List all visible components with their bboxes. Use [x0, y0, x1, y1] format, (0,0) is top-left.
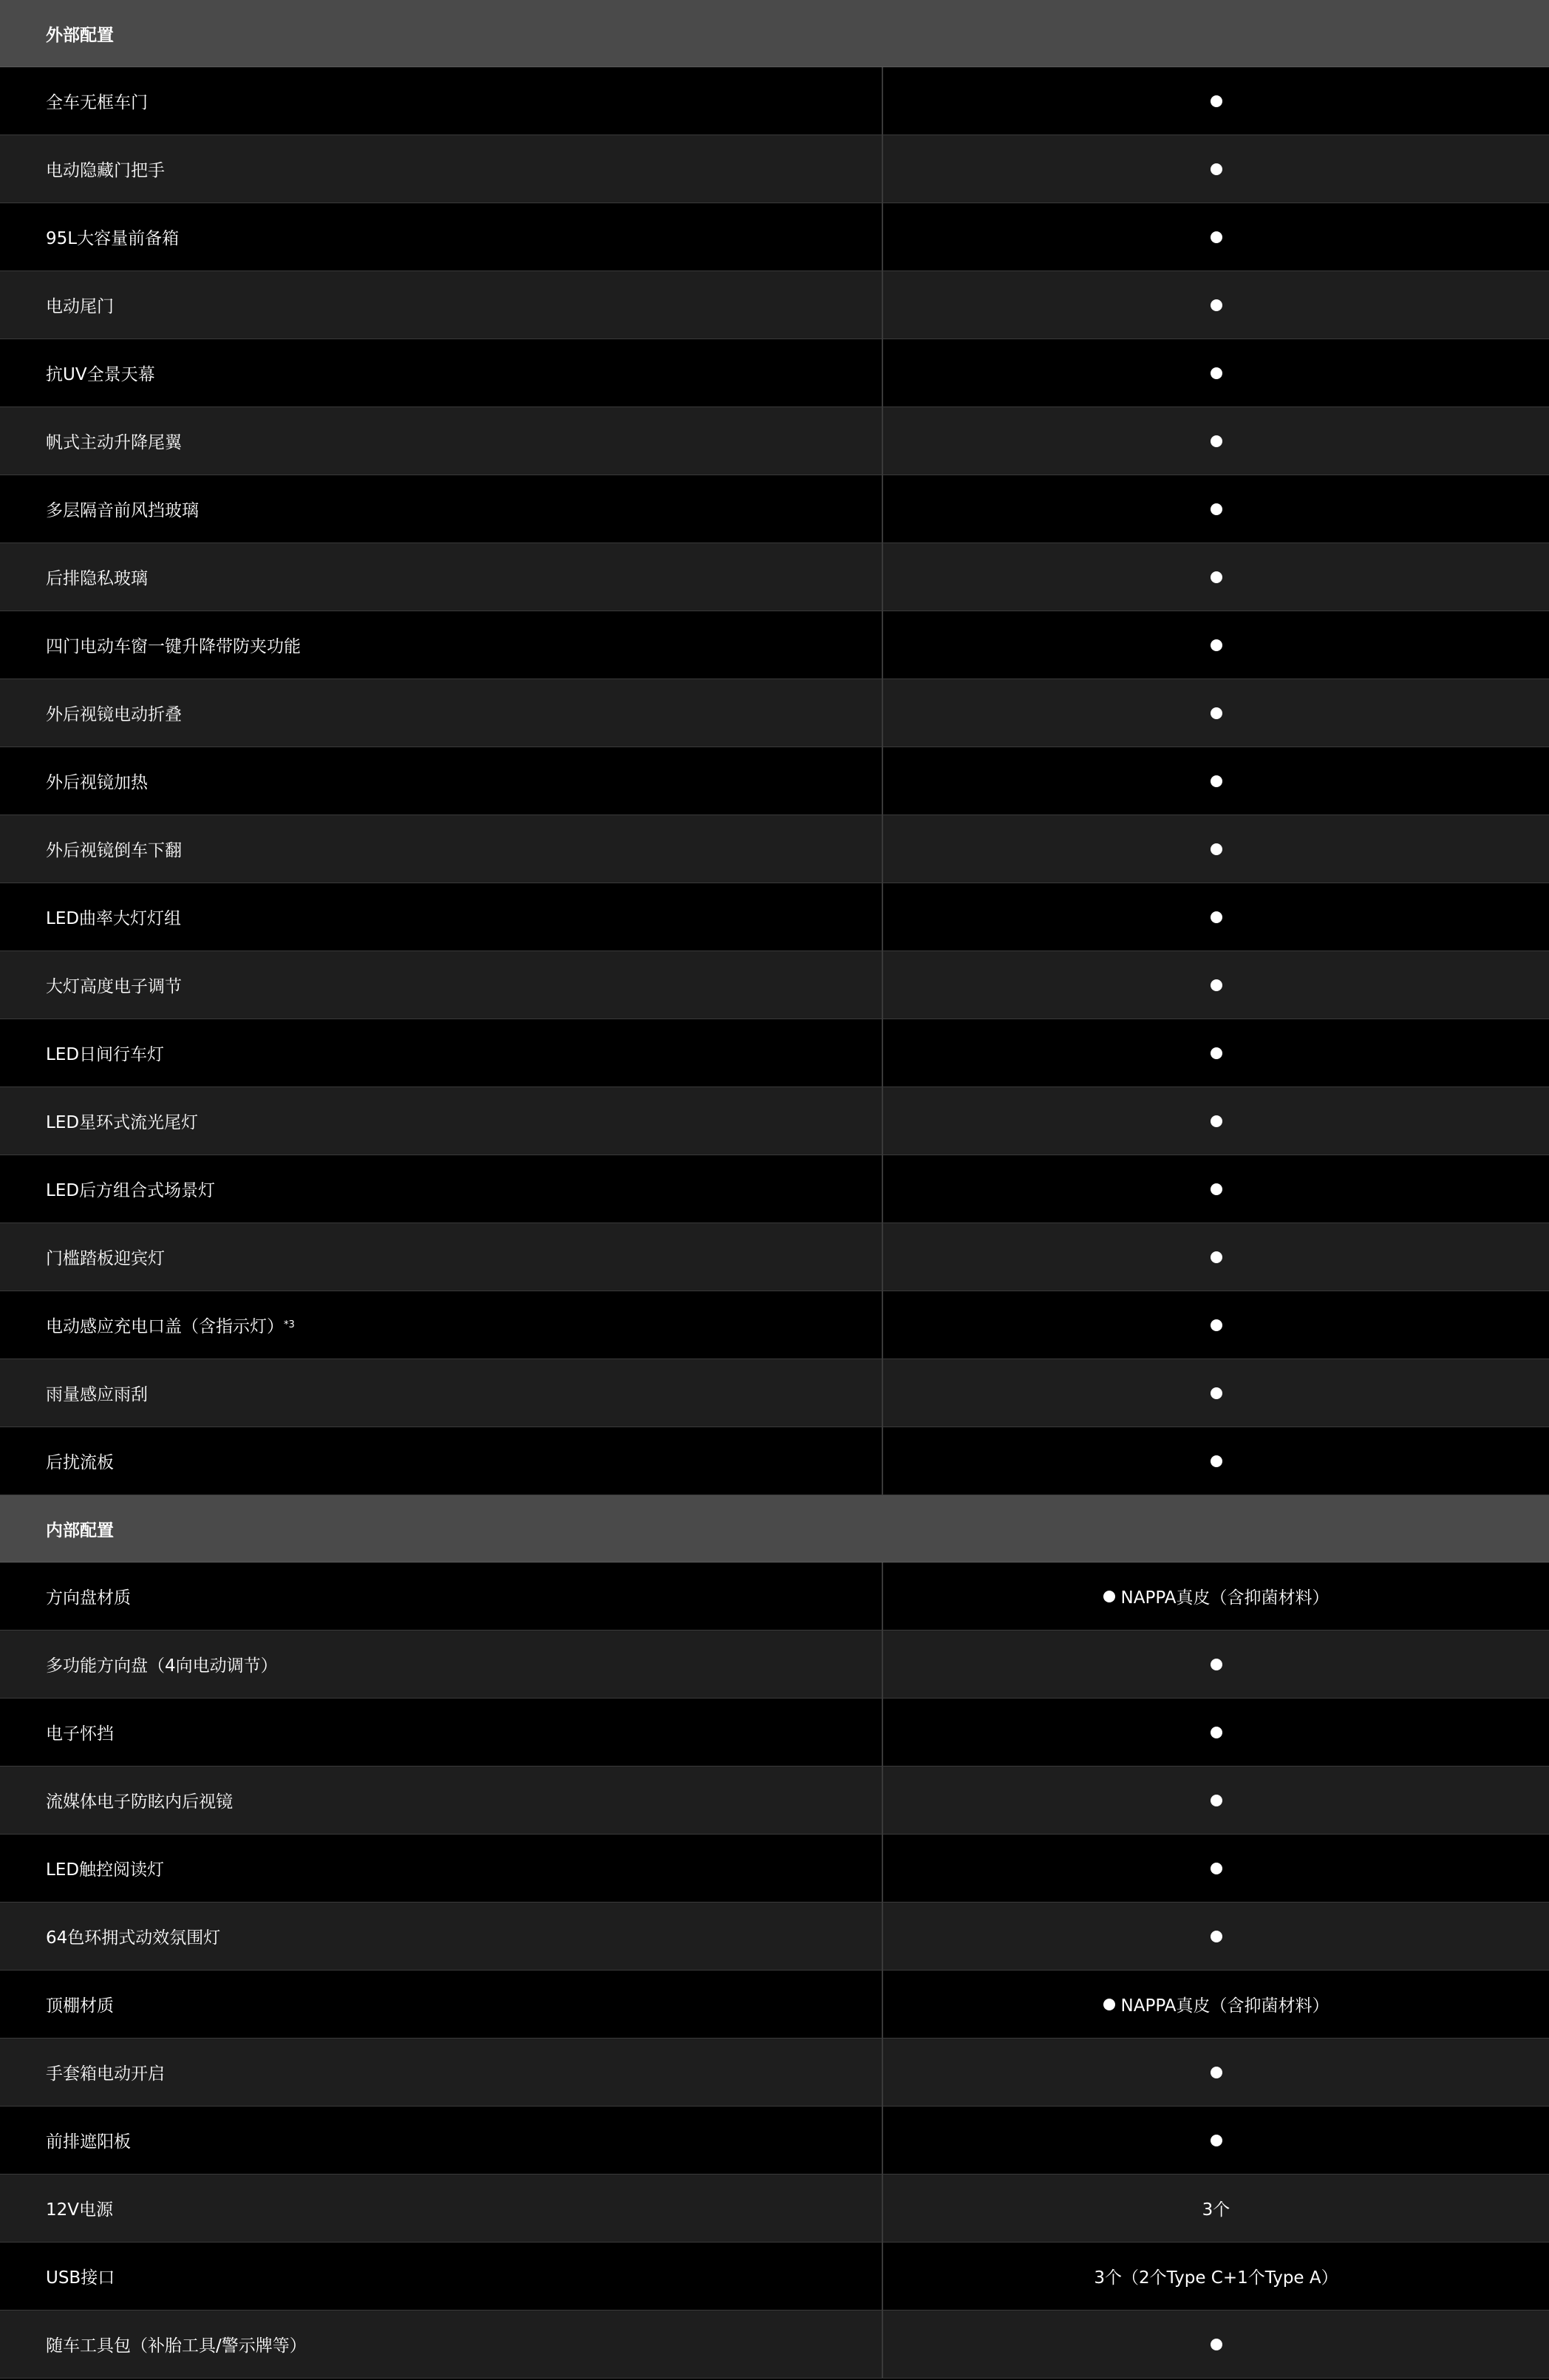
feature-value-cell	[883, 2243, 1549, 2310]
feature-label: 顶棚材质	[46, 1996, 114, 2016]
feature-label-cell: 电动感应充电口盖（含指示灯） *3	[0, 1291, 883, 1359]
feature-label: 后排隐私玻璃	[46, 569, 148, 588]
standard-dot-icon	[1211, 2067, 1222, 2078]
feature-value-cell	[883, 951, 1549, 1019]
standard-dot-icon	[1211, 843, 1222, 855]
feature-label-cell	[0, 1427, 883, 1495]
standard-dot-icon	[1211, 367, 1222, 379]
table-row	[0, 2311, 1549, 2379]
feature-label-cell	[0, 1903, 883, 1970]
feature-value-cell	[883, 135, 1549, 203]
standard-dot-icon	[1103, 1999, 1115, 2010]
standard-dot-icon	[1211, 707, 1222, 719]
standard-dot-icon	[1211, 1795, 1222, 1806]
feature-label: 手套箱电动开启	[46, 2064, 165, 2084]
table-row	[0, 1019, 1549, 1087]
table-row	[0, 271, 1549, 339]
standard-dot-icon	[1211, 775, 1222, 787]
table-row	[0, 1427, 1549, 1495]
feature-value-cell	[883, 2311, 1549, 2378]
feature-value-cell	[883, 407, 1549, 475]
feature-value-cell	[883, 1223, 1549, 1291]
feature-value-cell	[883, 271, 1549, 339]
feature-label: 前排遮阳板	[46, 2132, 131, 2152]
standard-dot-icon	[1103, 1591, 1115, 1602]
feature-label-cell	[0, 2311, 883, 2378]
feature-label-cell	[0, 883, 883, 951]
feature-label-cell	[0, 135, 883, 203]
feature-label: 95L大容量前备箱	[46, 229, 180, 248]
feature-label-cell	[0, 2039, 883, 2106]
feature-label-cell	[0, 679, 883, 747]
feature-value: 3个（2个Type C+1个Type A）	[1094, 2268, 1338, 2288]
table-row	[0, 1563, 1549, 1631]
feature-value-cell	[883, 1359, 1549, 1427]
standard-dot-icon	[1211, 1863, 1222, 1874]
feature-value-cell	[883, 815, 1549, 883]
feature-label: 雨量感应雨刮	[46, 1385, 148, 1404]
feature-value-cell	[883, 2175, 1549, 2242]
standard-dot-icon	[1211, 1319, 1222, 1331]
feature-label: 方向盘材质	[46, 1588, 131, 1608]
feature-value-cell	[883, 1563, 1549, 1630]
table-row	[0, 67, 1549, 135]
feature-label: 外后视镜加热	[46, 773, 148, 792]
section-header: 外部配置	[0, 0, 1549, 67]
table-row	[0, 543, 1549, 611]
table-row	[0, 883, 1549, 951]
standard-dot-icon	[1211, 571, 1222, 583]
standard-dot-icon	[1211, 1659, 1222, 1670]
feature-label: 四门电动车窗一键升降带防夹功能	[46, 637, 301, 656]
feature-value-cell	[883, 679, 1549, 747]
feature-label-cell	[0, 2243, 883, 2310]
standard-dot-icon	[1211, 299, 1222, 311]
feature-label-cell	[0, 271, 883, 339]
feature-value-cell	[883, 1767, 1549, 1834]
table-row	[0, 611, 1549, 679]
feature-label: LED后方组合式场景灯	[46, 1181, 216, 1200]
table-row	[0, 1971, 1549, 2039]
table-row	[0, 1835, 1549, 1903]
feature-label: 大灯高度电子调节	[46, 977, 182, 996]
feature-label: 抗UV全景天幕	[46, 365, 155, 384]
feature-label-cell	[0, 1155, 883, 1223]
table-row	[0, 2243, 1549, 2311]
feature-value-cell	[883, 543, 1549, 611]
table-row	[0, 475, 1549, 543]
feature-value-cell	[883, 1631, 1549, 1698]
table-row	[0, 135, 1549, 203]
feature-label-cell	[0, 339, 883, 407]
feature-label: 外后视镜电动折叠	[46, 705, 182, 724]
feature-value-cell	[883, 747, 1549, 815]
feature-value-cell	[883, 611, 1549, 679]
feature-label: 电子怀挡	[46, 1724, 114, 1744]
feature-value: NAPPA真皮（含抑菌材料）	[1120, 1996, 1330, 2016]
standard-dot-icon	[1211, 2135, 1222, 2146]
feature-value-cell	[883, 475, 1549, 543]
standard-dot-icon	[1211, 1931, 1222, 1942]
standard-dot-icon	[1211, 1387, 1222, 1399]
feature-label-cell	[0, 2107, 883, 2174]
table-row	[0, 951, 1549, 1019]
feature-value-cell	[883, 1427, 1549, 1495]
standard-dot-icon	[1211, 1047, 1222, 1059]
feature-label: USB接口	[46, 2268, 115, 2288]
feature-label-cell	[0, 67, 883, 135]
feature-label: 12V电源	[46, 2200, 114, 2220]
table-row	[0, 407, 1549, 475]
standard-dot-icon	[1211, 1455, 1222, 1467]
feature-value-cell	[883, 1699, 1549, 1766]
feature-label: 电动尾门	[46, 297, 114, 316]
feature-label: 随车工具包（补胎工具/警示牌等）	[46, 2336, 307, 2356]
feature-label-cell	[0, 1767, 883, 1834]
feature-label-cell	[0, 543, 883, 611]
feature-value-cell	[883, 2107, 1549, 2174]
standard-dot-icon	[1211, 1115, 1222, 1127]
feature-label: LED星环式流光尾灯	[46, 1113, 199, 1132]
feature-label: 流媒体电子防眩内后视镜	[46, 1792, 233, 1812]
section-header: 内部配置	[0, 1495, 1549, 1563]
feature-label-cell	[0, 1087, 883, 1155]
standard-dot-icon	[1211, 1251, 1222, 1263]
table-row	[0, 339, 1549, 407]
standard-dot-icon	[1211, 911, 1222, 923]
table-row	[0, 1631, 1549, 1699]
feature-label-cell	[0, 611, 883, 679]
feature-value-cell	[883, 1087, 1549, 1155]
standard-dot-icon	[1211, 1183, 1222, 1195]
standard-dot-icon	[1211, 2339, 1222, 2350]
feature-label: LED曲率大灯灯组	[46, 909, 182, 928]
feature-value-cell	[883, 1291, 1549, 1359]
feature-value-cell	[883, 67, 1549, 135]
table-row	[0, 2107, 1549, 2175]
feature-label: 多层隔音前风挡玻璃	[46, 501, 199, 520]
feature-label-cell	[0, 1699, 883, 1766]
feature-label-cell	[0, 1563, 883, 1630]
table-row	[0, 203, 1549, 271]
feature-label-cell	[0, 1835, 883, 1902]
table-row	[0, 1155, 1549, 1223]
feature-value-cell	[883, 1903, 1549, 1970]
standard-dot-icon	[1211, 95, 1222, 107]
feature-value-cell	[883, 2039, 1549, 2106]
feature-value-cell	[883, 339, 1549, 407]
feature-value-cell	[883, 883, 1549, 951]
feature-label: 多功能方向盘（4向电动调节）	[46, 1656, 278, 1676]
feature-label-cell	[0, 815, 883, 883]
feature-label-cell	[0, 203, 883, 271]
standard-dot-icon	[1211, 639, 1222, 651]
standard-dot-icon	[1211, 1727, 1222, 1738]
feature-label-cell	[0, 1359, 883, 1427]
feature-label-cell	[0, 1971, 883, 2038]
feature-value: NAPPA真皮（含抑菌材料）	[1120, 1588, 1330, 1608]
feature-label-cell	[0, 1019, 883, 1087]
feature-label: LED日间行车灯	[46, 1045, 165, 1064]
feature-label: 外后视镜倒车下翻	[46, 841, 182, 860]
table-row	[0, 1359, 1549, 1427]
feature-value-cell	[883, 1019, 1549, 1087]
standard-dot-icon	[1211, 435, 1222, 447]
table-row	[0, 1087, 1549, 1155]
feature-label: 全车无框车门	[46, 93, 148, 112]
table-row	[0, 1291, 1549, 1359]
table-row	[0, 679, 1549, 747]
table-row	[0, 2039, 1549, 2107]
feature-label-cell	[0, 951, 883, 1019]
table-row	[0, 2175, 1549, 2243]
table-row	[0, 1699, 1549, 1767]
feature-value-cell	[883, 203, 1549, 271]
feature-label-cell	[0, 407, 883, 475]
feature-label: 后扰流板	[46, 1453, 114, 1472]
feature-label: 门槛踏板迎宾灯	[46, 1249, 165, 1268]
feature-value: 3个	[1202, 2200, 1230, 2220]
feature-label: 帆式主动升降尾翼	[46, 433, 182, 452]
feature-label-cell	[0, 475, 883, 543]
feature-label-cell	[0, 1223, 883, 1291]
feature-label: 64色环拥式动效氛围灯	[46, 1928, 221, 1948]
table-row	[0, 815, 1549, 883]
feature-value-cell	[883, 1835, 1549, 1902]
standard-dot-icon	[1211, 979, 1222, 991]
feature-label: 电动隐藏门把手	[46, 161, 165, 180]
table-row	[0, 747, 1549, 815]
feature-label-cell	[0, 2175, 883, 2242]
standard-dot-icon	[1211, 503, 1222, 515]
table-row	[0, 1903, 1549, 1971]
table-row	[0, 1767, 1549, 1835]
table-row	[0, 1223, 1549, 1291]
standard-dot-icon	[1211, 163, 1222, 175]
feature-value-cell	[883, 1971, 1549, 2038]
standard-dot-icon	[1211, 231, 1222, 243]
feature-value-cell	[883, 1155, 1549, 1223]
feature-label: 电动感应充电口盖（含指示灯）	[46, 1317, 284, 1336]
feature-label-cell	[0, 1631, 883, 1698]
feature-label-cell	[0, 747, 883, 815]
feature-label: LED触控阅读灯	[46, 1860, 165, 1880]
